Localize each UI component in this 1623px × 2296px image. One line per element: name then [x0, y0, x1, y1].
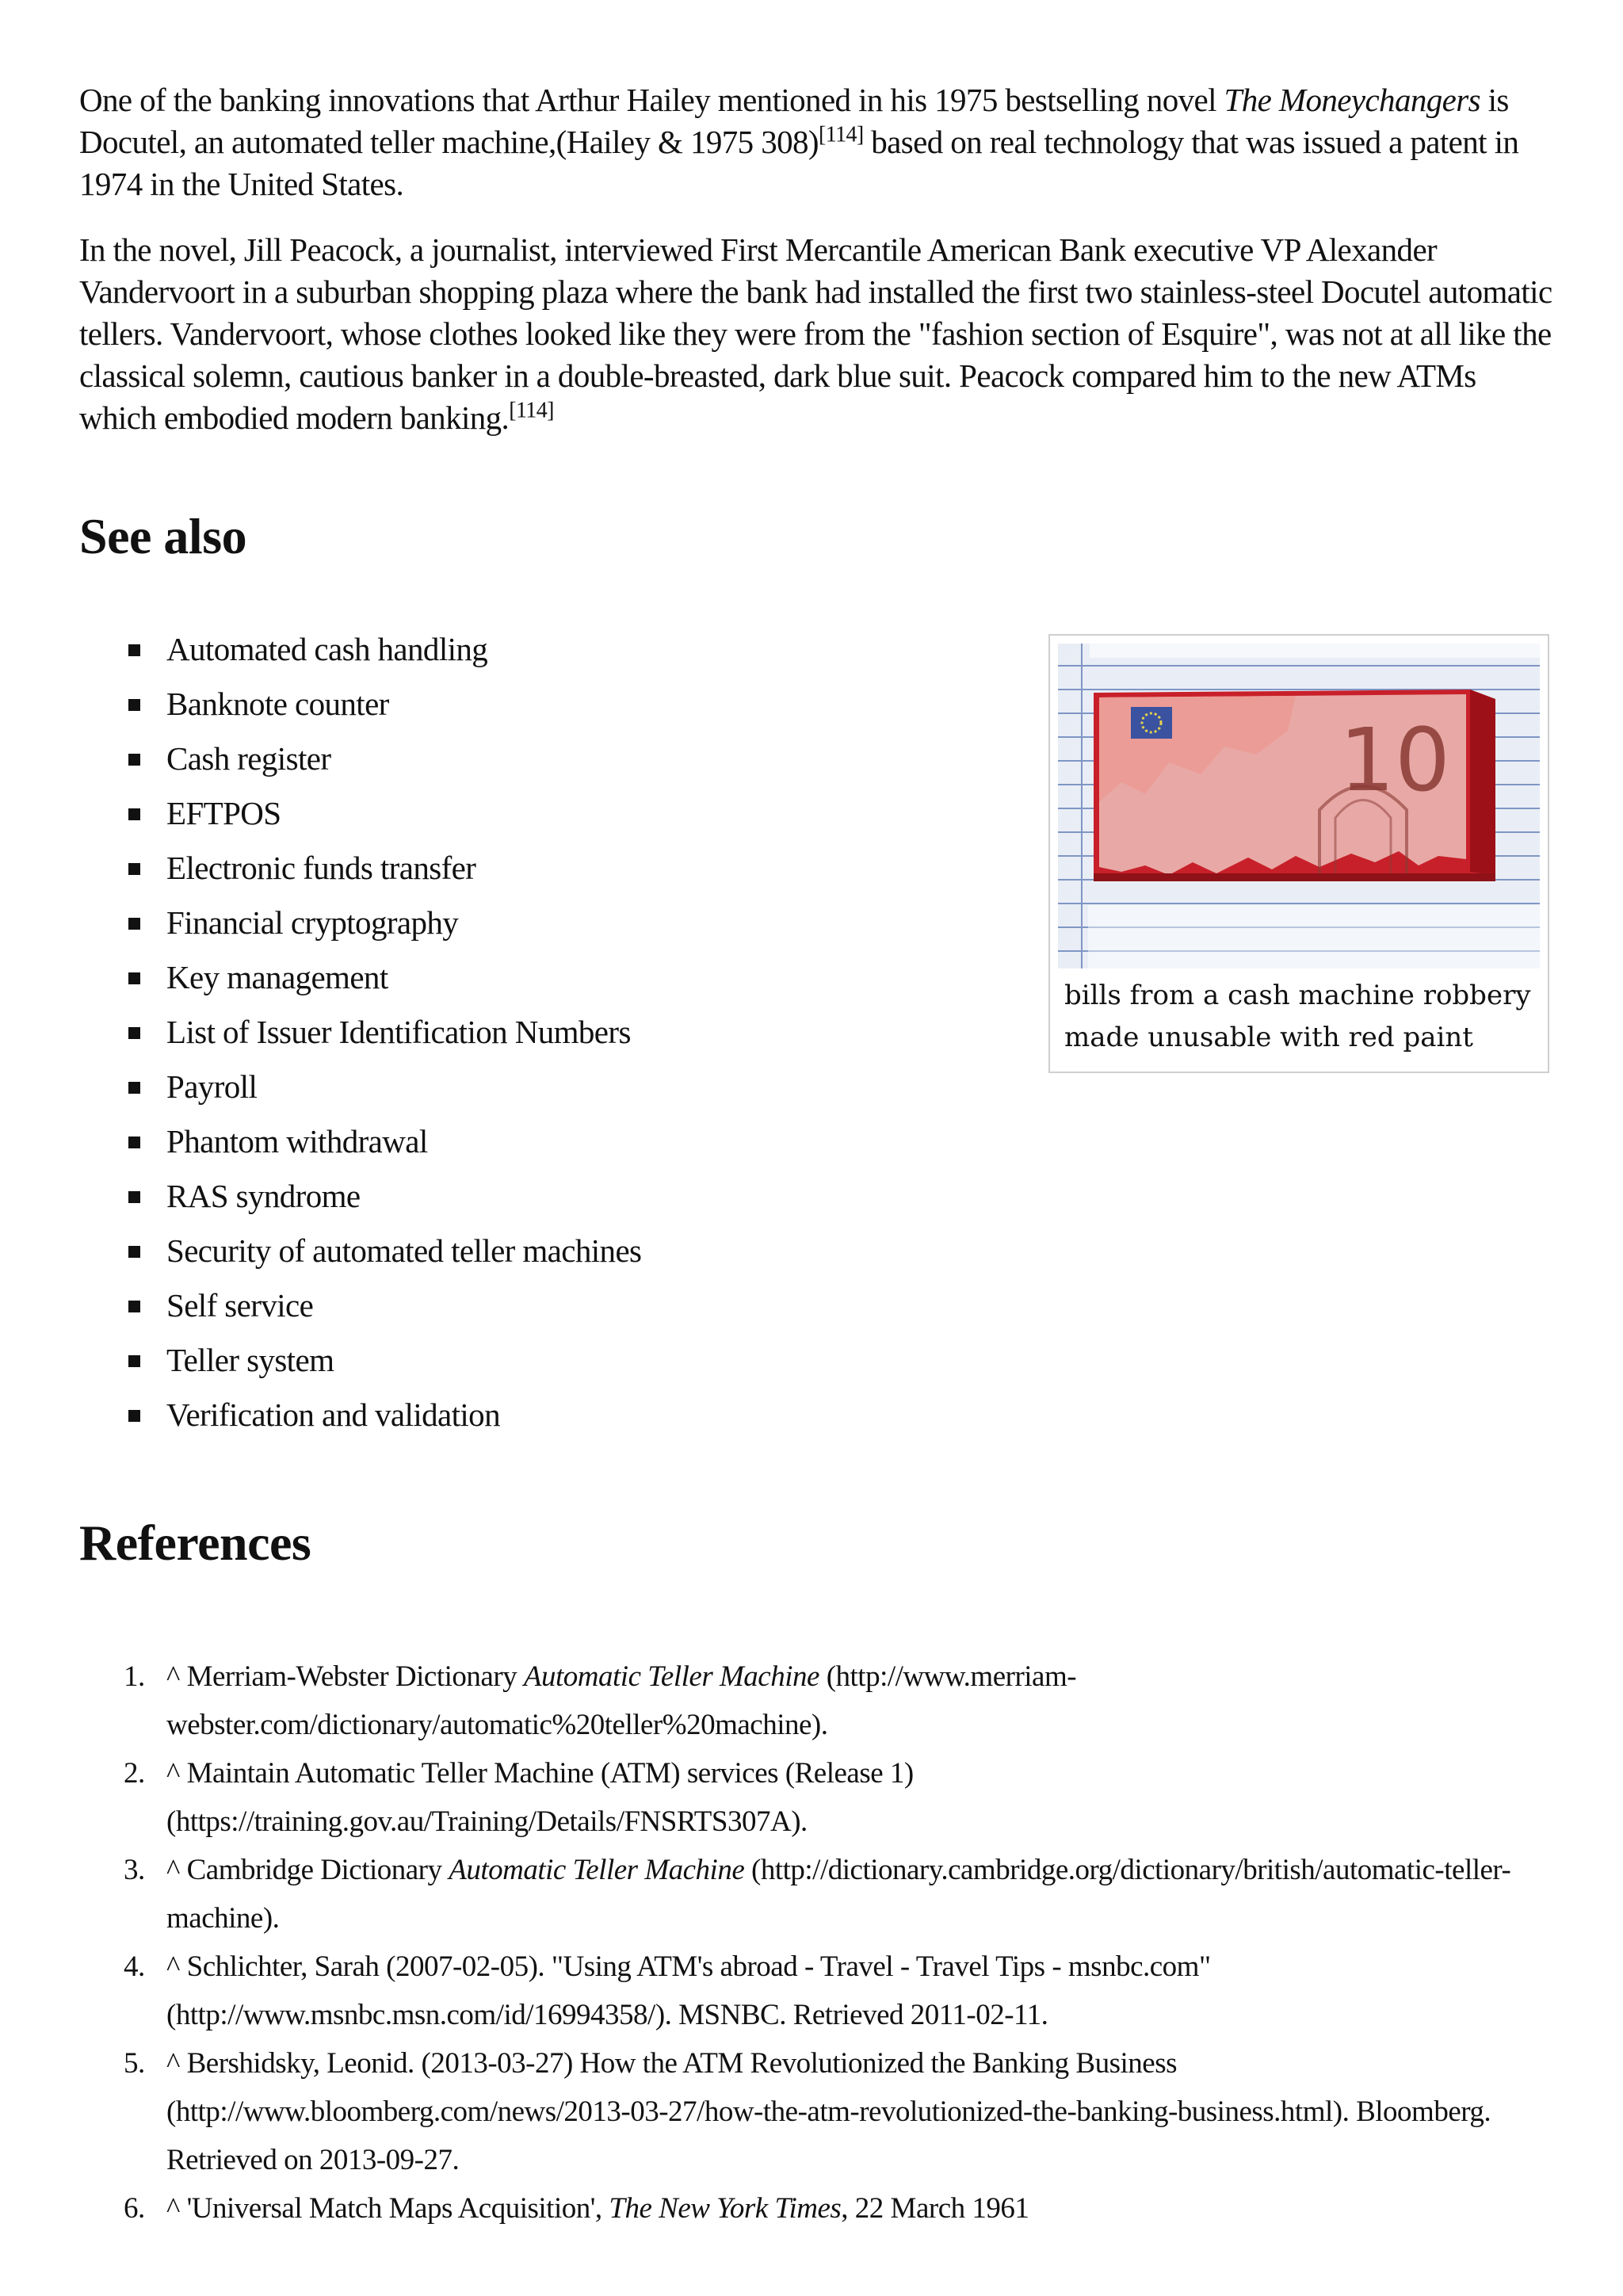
- see-also-link[interactable]: Electronic funds transfer: [166, 850, 476, 886]
- intro-text: In the novel, Jill Peacock, a journalist, interviewed First Mercantile American Bank executive VP Alexander Vandervoort in a suburban shopping plaza where the bank had installed the first two stainless-steel Docutel automatic tellers. Vandervoort, whose clothes looked like they were from the "fashion section of Esquire", was not at all like the classical solemn, cautious banker in a double-breasted, dark blue suit. Peacock compared him to the new ATMs which embodied modern banking.: [79, 231, 1552, 436]
- list-item[interactable]: [79, 841, 641, 896]
- intro-paragraph-1: [79, 79, 1553, 205]
- reference-text[interactable]: ^ Cambridge Dictionary: [166, 1854, 449, 1886]
- novel-title: The Moneychangers: [1224, 82, 1480, 118]
- reference-text[interactable]: (http://dictionary.cambridge.org/dictionary/british/automatic-teller-machine).: [166, 1854, 1511, 1935]
- intro-text: based on real technology that was issued a patent in 1974 in the United States.: [79, 124, 1519, 202]
- reference-item: [79, 1749, 1553, 1846]
- list-item[interactable]: [79, 1224, 641, 1278]
- see-also-link[interactable]: Cash register: [166, 740, 331, 777]
- list-item[interactable]: [79, 1114, 641, 1169]
- reference-number: 3.: [124, 1854, 145, 1886]
- list-item[interactable]: [79, 677, 641, 732]
- see-also-link[interactable]: Security of automated teller machines: [166, 1232, 642, 1269]
- see-also-link[interactable]: EFTPOS: [166, 795, 281, 831]
- reference-item: [79, 1652, 1553, 1749]
- list-item[interactable]: [79, 1005, 641, 1060]
- citation-link[interactable]: [114]: [818, 122, 864, 147]
- bullet-icon: [128, 699, 140, 711]
- see-also-link[interactable]: RAS syndrome: [166, 1178, 361, 1214]
- intro-text: is Docutel, an automated teller machine,(Hailey & 1975 308): [79, 82, 1509, 160]
- bullet-icon: [128, 863, 140, 875]
- reference-number: 1.: [124, 1660, 145, 1693]
- list-item[interactable]: [79, 1333, 641, 1388]
- section-heading-references: References: [79, 1515, 311, 1571]
- see-also-link[interactable]: List of Issuer Identification Numbers: [166, 1014, 631, 1050]
- list-item[interactable]: [79, 622, 641, 677]
- citation-link[interactable]: [114]: [509, 398, 554, 423]
- reference-number: 6.: [124, 2192, 145, 2225]
- article-page: [79, 79, 1553, 2225]
- see-also-link[interactable]: Financial cryptography: [166, 904, 459, 941]
- bullet-icon: [128, 808, 140, 820]
- see-also-link[interactable]: Self service: [166, 1287, 314, 1324]
- reference-text[interactable]: ^ 'Universal Match Maps Acquisition',: [166, 2192, 609, 2225]
- see-also-link[interactable]: Banknote counter: [166, 686, 389, 722]
- bullet-icon: [128, 1191, 140, 1203]
- reference-item: [79, 2184, 1553, 2233]
- list-item[interactable]: [79, 1388, 641, 1442]
- intro-text: One of the banking innovations that Arthur Hailey mentioned in his 1975 bestselling novel: [79, 82, 1224, 118]
- list-item[interactable]: [79, 786, 641, 841]
- see-also-link[interactable]: Teller system: [166, 1342, 334, 1378]
- banknote-photo[interactable]: [1058, 644, 1540, 968]
- list-item[interactable]: [79, 732, 641, 786]
- bullet-icon: [128, 644, 140, 656]
- references-list: [79, 1652, 1553, 2233]
- see-also-link[interactable]: Verification and validation: [166, 1396, 500, 1433]
- bullet-icon: [128, 754, 140, 766]
- list-item[interactable]: [79, 1060, 641, 1114]
- reference-number: 4.: [124, 1950, 145, 1983]
- reference-text[interactable]: , 22 March 1961: [841, 2192, 1029, 2225]
- bullet-icon: [128, 1082, 140, 1094]
- bullet-icon: [128, 1137, 140, 1148]
- reference-item: [79, 1846, 1553, 1943]
- reference-title[interactable]: Automatic Teller Machine: [523, 1660, 819, 1693]
- reference-title[interactable]: Automatic Teller Machine: [449, 1854, 745, 1886]
- see-also-link[interactable]: Phantom withdrawal: [166, 1123, 428, 1159]
- reference-number: 5.: [124, 2047, 145, 2080]
- bullet-icon: [128, 1027, 140, 1039]
- section-heading-see-also: See also: [79, 508, 247, 564]
- bullet-icon: [128, 1355, 140, 1367]
- reference-title[interactable]: The New York Times: [609, 2192, 842, 2225]
- list-item[interactable]: [79, 1169, 641, 1224]
- see-also-list: [79, 622, 641, 1442]
- see-also-link[interactable]: Key management: [166, 959, 388, 995]
- reference-text[interactable]: ^ Schlichter, Sarah (2007-02-05). "Using ATM's abroad - Travel - Travel Tips - msnbc.com" (http://www.msnbc.msn.com/id/16994358/). MSNBC. Retrieved 2011-02-11.: [166, 1950, 1211, 2031]
- reference-item: [79, 1943, 1553, 2039]
- list-item[interactable]: [79, 950, 641, 1005]
- reference-number: 2.: [124, 1757, 145, 1790]
- reference-text[interactable]: ^ Bershidsky, Leonid. (2013-03-27) How the ATM Revolutionized the Banking Business (http://www.bloomberg.com/news/2013-03-27/how-the-atm-revolutionized-the-banking-business.html). Bloomberg. Retrieved on 2013-09-27.: [166, 2047, 1491, 2176]
- bullet-icon: [128, 972, 140, 984]
- list-item[interactable]: [79, 896, 641, 950]
- bullet-icon: [128, 918, 140, 930]
- list-item[interactable]: [79, 1278, 641, 1333]
- reference-text[interactable]: (http://www.merriam-webster.com/dictionary/automatic%20teller%20machine).: [166, 1660, 1077, 1741]
- see-also-link[interactable]: Payroll: [166, 1068, 258, 1105]
- see-also-link[interactable]: Automated cash handling: [166, 631, 488, 667]
- reference-text[interactable]: ^ Maintain Automatic Teller Machine (ATM) services (Release 1) (https://training.gov.au/Training/Details/FNSRTS307A).: [166, 1757, 914, 1838]
- reference-text[interactable]: ^ Merriam-Webster Dictionary: [166, 1660, 524, 1693]
- bullet-icon: [128, 1410, 140, 1422]
- reference-item: [79, 2039, 1553, 2184]
- bullet-icon: [128, 1246, 140, 1258]
- intro-paragraph-2: [79, 229, 1553, 439]
- figure-caption: bills from a cash machine robbery made unusable with red paint: [1064, 980, 1531, 1053]
- banknote-denomination: 10: [1339, 709, 1450, 811]
- figure-thumbnail: [1048, 634, 1549, 1073]
- bullet-icon: [128, 1301, 140, 1312]
